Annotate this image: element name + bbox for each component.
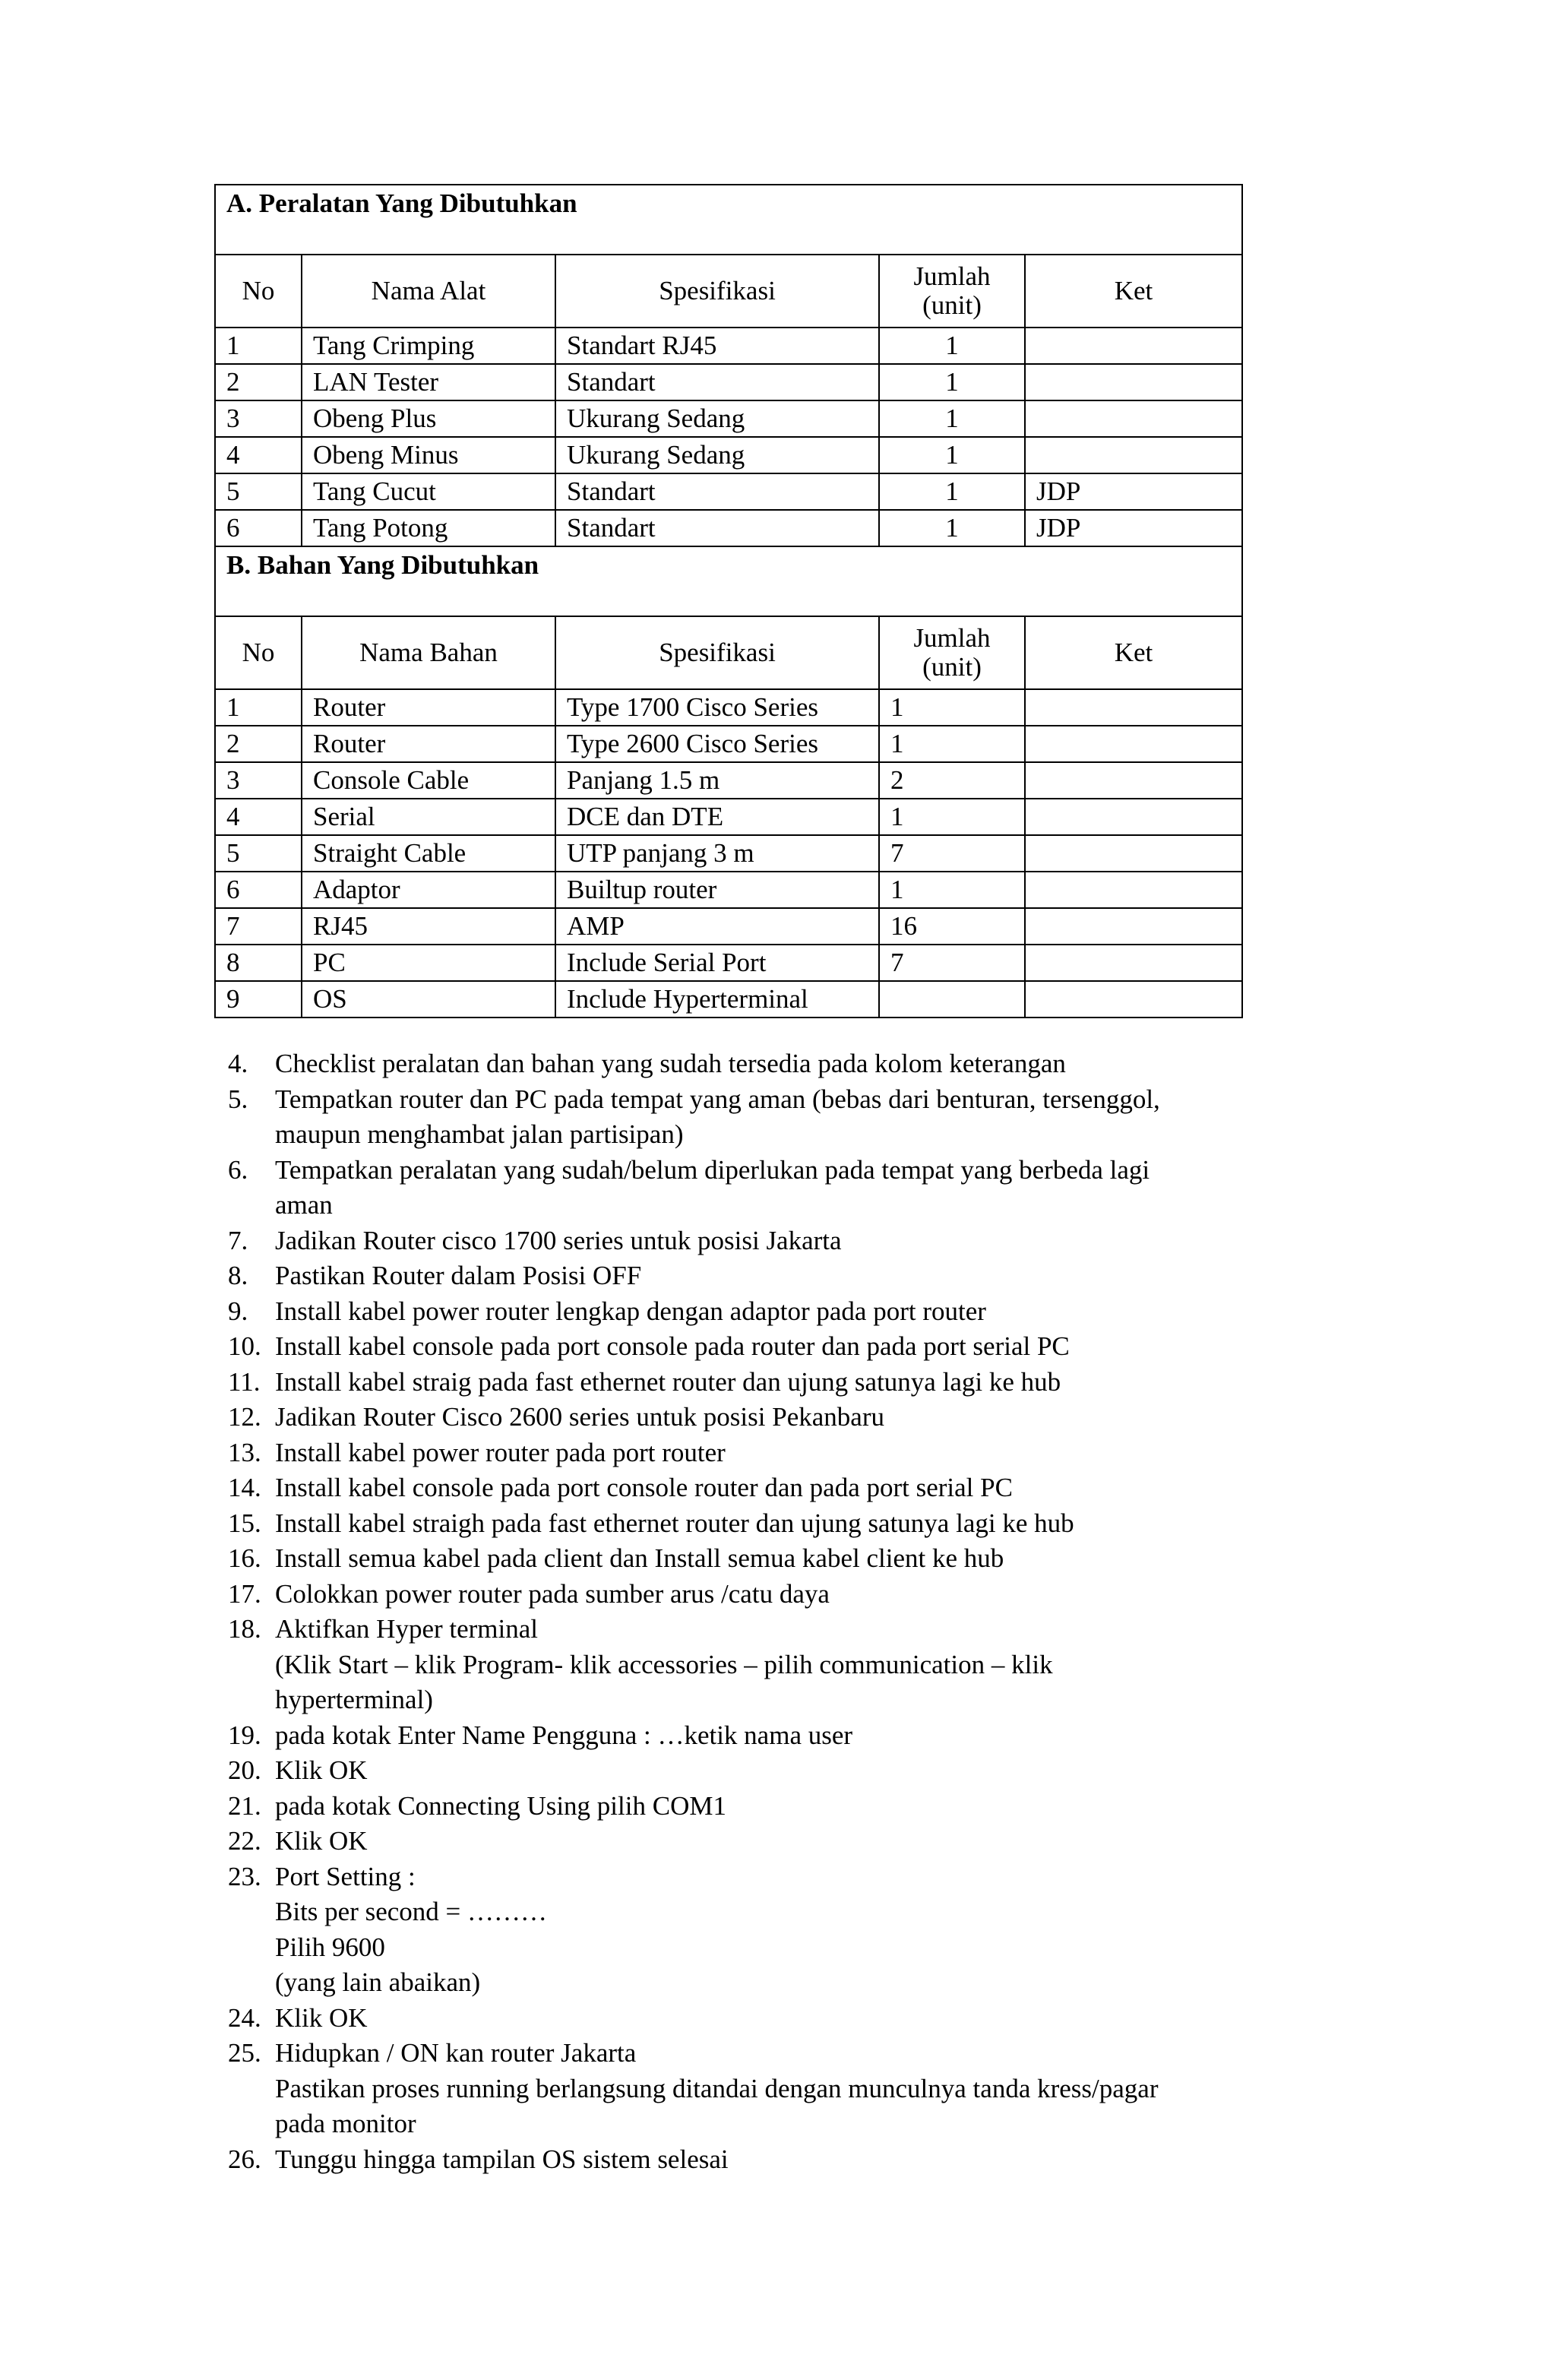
cell-qty: 1 [879,510,1025,546]
cell-spec: Ukurang Sedang [555,400,879,437]
step-text-line: Install kabel power router pada port router [275,1437,726,1467]
cell-note [1025,981,1242,1018]
step-text [275,1258,1307,1294]
header-spec: Spesifikasi [555,255,879,328]
section-a-title-row [215,185,1242,255]
header-name: Nama Alat [302,255,555,328]
table-row [215,872,1242,908]
step-text-line: Hidupkan / ON kan router Jakarta [275,2038,637,2068]
header-qty-line2: (unit) [922,290,982,320]
step-text-line: Port Setting : [275,1861,416,1891]
step-text [275,2001,1307,2037]
step-number: 18. [228,1614,261,1644]
cell-name: Straight Cable [302,835,555,872]
table-row [215,981,1242,1018]
step-text-line: Bits per second = ……… [275,1897,548,1926]
step-text-line: pada kotak Connecting Using pilih COM1 [275,1790,726,1821]
cell-qty: 1 [879,726,1025,762]
cell-no: 2 [215,364,302,400]
cell-note [1025,945,1242,981]
cell-spec: Include Hyperterminal [555,981,879,1018]
section-b-title-row [215,546,1242,616]
step-number: 26. [228,2144,261,2174]
cell-no: 5 [215,473,302,510]
step-text [275,1329,1307,1365]
cell-qty: 1 [879,689,1025,726]
cell-name: Router [302,726,555,762]
step-text [275,1435,1307,1471]
equipment-materials-table [214,184,1243,1018]
cell-name: Tang Crimping [302,328,555,364]
step-text-line: aman [275,1190,333,1220]
cell-note [1025,437,1242,473]
cell-qty: 16 [879,908,1025,945]
step-number: 11. [228,1366,261,1397]
list-item [228,1435,1307,1471]
step-text-line: Install semua kabel pada client dan Install semua kabel client ke hub [275,1543,1004,1573]
table-row [215,689,1242,726]
list-item [228,1506,1307,1542]
step-text-line: Checklist peralatan dan bahan yang sudah tersedia pada kolom keterangan [275,1049,1066,1078]
step-number: 5. [228,1084,248,1114]
cell-qty [879,981,1025,1018]
cell-name: Serial [302,799,555,835]
step-text-line: (Klik Start – klik Program- klik accessories – pilih communication – klik [275,1649,1053,1679]
list-item [228,1400,1307,1435]
table-row [215,726,1242,762]
cell-qty: 1 [879,437,1025,473]
cell-note [1025,726,1242,762]
step-text-line: Tempatkan peralatan yang sudah/belum diperlukan pada tempat yang berbeda lagi [275,1154,1150,1185]
cell-no: 3 [215,762,302,799]
cell-no: 9 [215,981,302,1018]
cell-note [1025,872,1242,908]
step-text-line: pada kotak Enter Name Pengguna : …ketik nama user [275,1720,853,1750]
list-item [228,1046,1307,1082]
list-item [228,1365,1307,1400]
cell-note: JDP [1025,473,1242,510]
list-item [228,1294,1307,1330]
step-text-line: Klik OK [275,2002,368,2033]
cell-spec: DCE dan DTE [555,799,879,835]
step-text-line: Colokkan power router pada sumber arus /catu daya [275,1578,830,1609]
list-item [228,1223,1307,1259]
cell-no: 6 [215,872,302,908]
step-text-line: Jadikan Router Cisco 2600 series untuk posisi Pekanbaru [275,1402,884,1432]
cell-note [1025,799,1242,835]
cell-name: Router [302,689,555,726]
section-b-header-row [215,616,1242,689]
step-text [275,1577,1307,1613]
cell-no: 6 [215,510,302,546]
step-text [275,2036,1307,2142]
cell-qty: 1 [879,872,1025,908]
step-text [275,1046,1307,1082]
cell-no: 1 [215,689,302,726]
step-number: 23. [228,1861,261,1891]
step-number: 14. [228,1473,261,1502]
step-text [275,1223,1307,1259]
step-text-line: Tempatkan router dan PC pada tempat yang aman (bebas dari benturan, tersenggol, [275,1084,1160,1114]
step-text [275,1365,1307,1400]
table-row [215,437,1242,473]
table-row [215,364,1242,400]
cell-no: 8 [215,945,302,981]
procedure-steps-list [228,1046,1307,2177]
list-item [228,1859,1307,2001]
cell-note [1025,364,1242,400]
step-number: 25. [228,2038,261,2068]
step-text [275,1789,1307,1825]
step-text [275,1824,1307,1859]
list-item [228,1612,1307,1718]
cell-note: JDP [1025,510,1242,546]
step-text-line: Jadikan Router cisco 1700 series untuk posisi Jakarta [275,1225,842,1255]
step-text-line: maupun menghambat jalan partisipan) [275,1119,684,1149]
table-row [215,328,1242,364]
cell-qty: 7 [879,835,1025,872]
cell-spec: Panjang 1.5 m [555,762,879,799]
header-note: Ket [1025,255,1242,328]
list-item [228,1258,1307,1294]
step-number: 24. [228,2002,261,2033]
step-text-line: Pilih 9600 [275,1932,385,1962]
list-item [228,1082,1307,1153]
cell-note [1025,762,1242,799]
step-number: 19. [228,1720,261,1750]
cell-qty: 1 [879,364,1025,400]
cell-name: PC [302,945,555,981]
cell-name: Obeng Minus [302,437,555,473]
cell-name: OS [302,981,555,1018]
cell-name: Tang Cucut [302,473,555,510]
header-no: No [215,616,302,689]
step-number: 6. [228,1154,248,1185]
table-row [215,799,1242,835]
table-row [215,400,1242,437]
cell-no: 5 [215,835,302,872]
list-item [228,2036,1307,2142]
step-number: 7. [228,1225,248,1255]
cell-note [1025,400,1242,437]
header-qty-line1: Jumlah [913,261,991,291]
cell-no: 2 [215,726,302,762]
step-text-line: Pastikan proses running berlangsung ditandai dengan munculnya tanda kress/pagar [275,2073,1159,2103]
step-text [275,1294,1307,1330]
cell-qty: 2 [879,762,1025,799]
cell-no: 4 [215,799,302,835]
step-number: 16. [228,1543,261,1573]
step-number: 4. [228,1049,248,1078]
header-spec: Spesifikasi [555,616,879,689]
step-text [275,1541,1307,1577]
cell-spec: Standart RJ45 [555,328,879,364]
step-number: 8. [228,1261,248,1290]
cell-name: RJ45 [302,908,555,945]
step-text-line: Klik OK [275,1755,368,1785]
list-item [228,1153,1307,1223]
step-text [275,1506,1307,1542]
list-item [228,1329,1307,1365]
list-item [228,1718,1307,1754]
cell-qty: 1 [879,473,1025,510]
step-text-line: Klik OK [275,1826,368,1856]
cell-no: 4 [215,437,302,473]
step-text-line: hyperterminal) [275,1685,433,1714]
table-row [215,835,1242,872]
step-text-line: Install kabel straigh pada fast ethernet router dan ujung satunya lagi ke hub [275,1508,1074,1538]
list-item [228,1470,1307,1506]
step-text [275,2142,1307,2178]
step-text-line: Tunggu hingga tampilan OS sistem selesai [275,2144,729,2174]
step-text [275,1082,1307,1153]
section-a-header-row [215,255,1242,328]
step-text-line: Install kabel power router lengkap dengan adaptor pada port router [275,1296,986,1326]
cell-spec: Ukurang Sedang [555,437,879,473]
cell-spec: Standart [555,510,879,546]
header-name: Nama Bahan [302,616,555,689]
step-text [275,1612,1307,1718]
table-row [215,908,1242,945]
table-row [215,510,1242,546]
step-text [275,1400,1307,1435]
cell-note [1025,908,1242,945]
step-text-line: Pastikan Router dalam Posisi OFF [275,1261,642,1290]
step-text-line: (yang lain abaikan) [275,1967,481,1997]
cell-no: 3 [215,400,302,437]
list-item [228,1753,1307,1789]
step-number: 9. [228,1296,248,1326]
table-row [215,945,1242,981]
step-number: 21. [228,1790,261,1821]
step-text [275,1153,1307,1223]
list-item [228,1577,1307,1613]
section-a-title: A. Peralatan Yang Dibutuhkan [215,185,1242,255]
cell-no: 7 [215,908,302,945]
header-note: Ket [1025,616,1242,689]
step-text-line: Install kabel straig pada fast ethernet router dan ujung satunya lagi ke hub [275,1366,1061,1397]
cell-qty: 7 [879,945,1025,981]
header-no: No [215,255,302,328]
list-item [228,2142,1307,2178]
cell-spec: Builtup router [555,872,879,908]
cell-spec: AMP [555,908,879,945]
step-number: 12. [228,1402,261,1432]
step-text [275,1718,1307,1754]
header-qty [879,255,1025,328]
step-text-line: Install kabel console pada port console pada router dan pada port serial PC [275,1331,1070,1361]
cell-spec: UTP panjang 3 m [555,835,879,872]
cell-qty: 1 [879,328,1025,364]
cell-name: Adaptor [302,872,555,908]
step-text-line: pada monitor [275,2109,416,2138]
cell-name: Console Cable [302,762,555,799]
step-number: 10. [228,1331,261,1361]
list-item [228,1789,1307,1825]
step-text-line: Install kabel console pada port console router dan pada port serial PC [275,1473,1013,1502]
step-text [275,1753,1307,1789]
step-text [275,1859,1307,2001]
cell-spec: Standart [555,473,879,510]
cell-note [1025,689,1242,726]
list-item [228,2001,1307,2037]
header-qty [879,616,1025,689]
step-text [275,1470,1307,1506]
step-number: 20. [228,1755,261,1785]
step-number: 22. [228,1826,261,1856]
cell-spec: Include Serial Port [555,945,879,981]
section-b-title: B. Bahan Yang Dibutuhkan [215,546,1242,616]
cell-name: LAN Tester [302,364,555,400]
table-row [215,473,1242,510]
step-text-line: Aktifkan Hyper terminal [275,1614,539,1644]
cell-note [1025,835,1242,872]
cell-note [1025,328,1242,364]
list-item [228,1541,1307,1577]
table-row [215,762,1242,799]
cell-no: 1 [215,328,302,364]
cell-qty: 1 [879,400,1025,437]
step-number: 15. [228,1508,261,1538]
header-qty-line1: Jumlah [913,623,991,653]
cell-spec: Standart [555,364,879,400]
step-number: 13. [228,1437,261,1467]
cell-spec: Type 2600 Cisco Series [555,726,879,762]
cell-name: Tang Potong [302,510,555,546]
list-item [228,1824,1307,1859]
cell-name: Obeng Plus [302,400,555,437]
cell-qty: 1 [879,799,1025,835]
cell-spec: Type 1700 Cisco Series [555,689,879,726]
header-qty-line2: (unit) [922,652,982,682]
step-number: 17. [228,1578,261,1609]
